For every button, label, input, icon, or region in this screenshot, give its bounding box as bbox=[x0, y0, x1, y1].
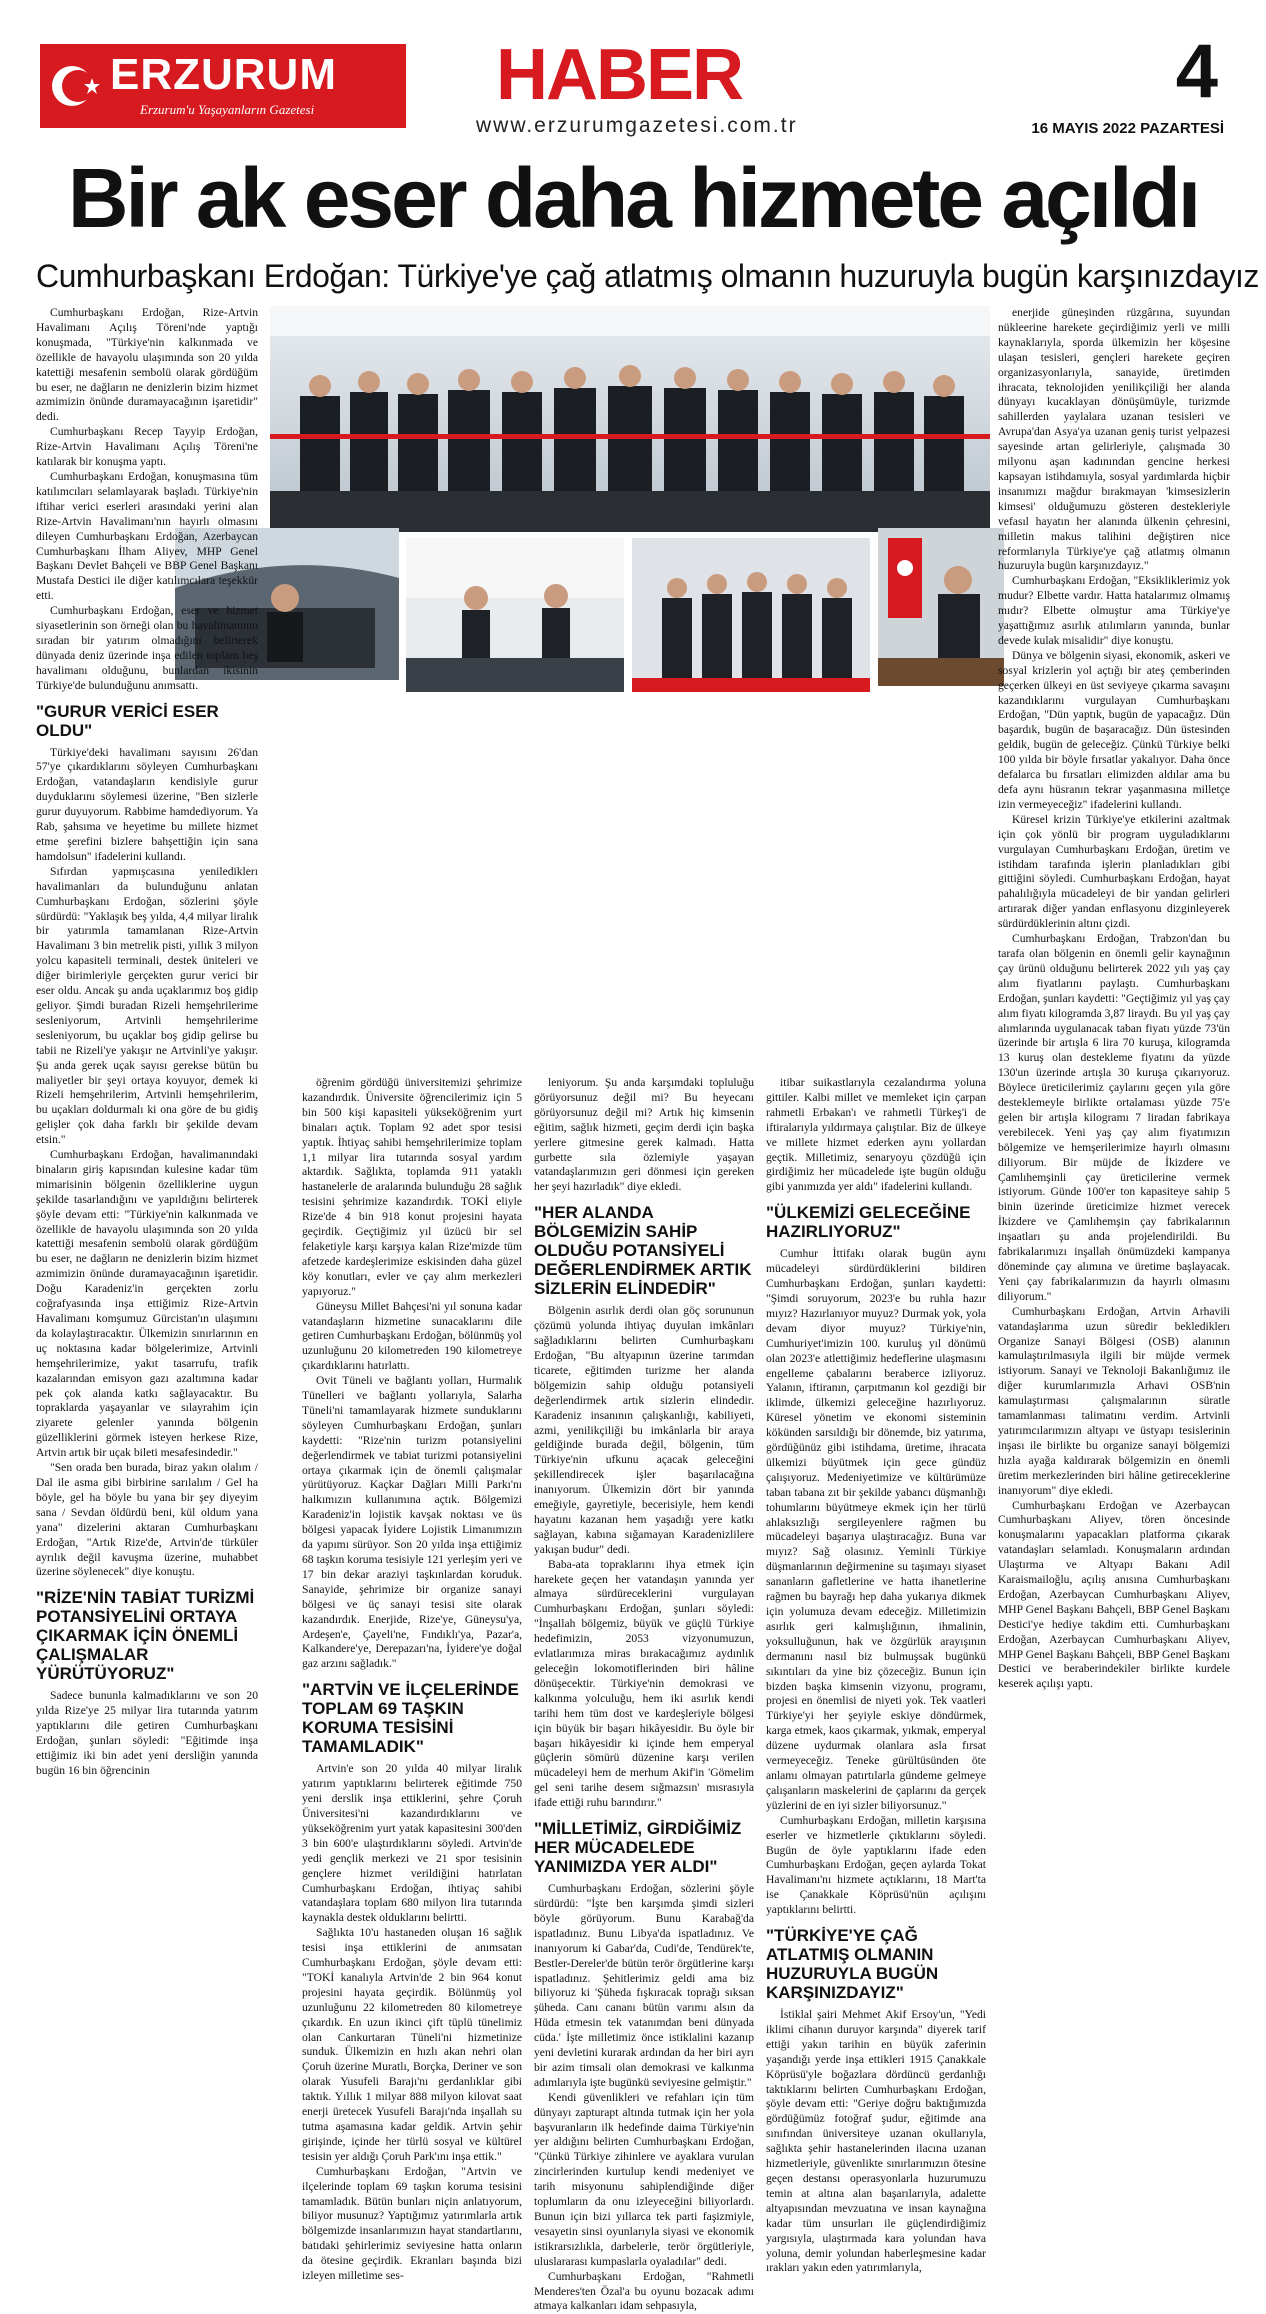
leaders-waving-photo bbox=[632, 538, 870, 692]
newspaper-logo[interactable] bbox=[40, 44, 406, 128]
logo-tagline: Erzurum'u Yaşayanların Gazetesi bbox=[140, 102, 315, 117]
paragraph: Cumhurbaşkanı Erdoğan ve Azerbaycan Cumhurbaşkanı Aliyev, tören öncesinde konuşmalarını yapacakları platforma çıkarak vatandaşları selamladı. Konuşmaların ardından Ulaştırma ve Altyapı Bakanı Adil Karaismailoğlu, açılış anısına Cumhurbaşkanı Erdoğan, Azerbaycan Cumhurbaşkanı Aliyev, MHP Genel Başkanı Bahçeli, BBP Genel Başkanı Destici'ye hediye takdim etti. Cumhurbaşkanı Erdoğan, Azerbaycan Cumhurbaşkanı Aliyev, MHP Genel Başkanı Bahçeli, BBP Genel Başkanı Destici ve beraberindekiler birlikte kurdele keserek açılışı yaptı. bbox=[998, 1498, 1230, 1691]
crescent-star-icon bbox=[48, 58, 104, 114]
sub-headline: Cumhurbaşkanı Erdoğan: Türkiye'ye çağ atlatmış olmanın huzuruyla bugün karşınızdayız bbox=[36, 258, 1259, 294]
page-number: 4 bbox=[1175, 29, 1218, 114]
article-column-1 bbox=[36, 306, 258, 1976]
paragraph: Artvin'e son 20 yılda 40 milyar liralık yatırım yaptıklarını belirterek eğitimde 750 yeni derslik inşa ettiklerini, şehre Çoruh Üniversitesi'ni kazandırdıklarını ve yükseköğrenim yurt yatak kapasitesini 300'den 3 bin 600'e ulaştırdıklarını söyledi. Artvin'de yedi gençlik merkezi ve 21 spor tesisinin gençlere hizmet verildiğini hatırlatan Cumhurbaşkanı Erdoğan, ihtiyaç sahibi vatandaşlara toplam 680 milyon lira tutarında kaynakla destek olduklarını belirtti. bbox=[302, 1762, 522, 1925]
subheading: "MİLLETİMİZ, GİRDİĞİMİZ HER MÜCADELEDE YANIMIZDA YER ALDI" bbox=[534, 1819, 742, 1877]
paragraph: Baba-ata topraklarını ihya etmek için harekete geçen her vatandaşın yanında yer almaya sürdüreceklerini vurgulayan Cumhurbaşkanı Erdoğan, şunları söyledi: "İnşallah bölgemiz, büyük ve güçlü Türkiye hedefimizin, 2053 vizyonumuzun, evlatlarımıza miras bırakacağımız aydınlık geleceğin lokomotiflerinden biri hâline dönüşecektir. Türkiye'nin demokrasi ve kalkınma yolculuğu, hem iki asırlık kendi tarihi hem tüm dost ve kardeşleriyle bölgesi için büyük bir başarı hikâyesidir. Bu öyle bir başarı hikâyesidir ki içinde hem emperyal güçlerin sömürü düzenine karşı verilen mücadeleyi hem de merhum Akif'in 'Gömelim gel seni tarihe desem sığmazsın' mısrasıyla ifade ettiği ruhu barındırır." bbox=[534, 1557, 754, 1810]
paragraph: Cumhurbaşkanı Erdoğan, "Rahmetli Menderes'ten Özal'a bu oyunu bozacak adımı atmaya kalkanları idam sehpasıyla, bbox=[534, 2269, 754, 2313]
subheading: "HER ALANDA BÖLGEMİZİN SAHİP OLDUĞU POTANSİYELİ DEĞERLENDİRMEK ARTIK SİZLERİN ELİNDEDİR" bbox=[534, 1203, 752, 1299]
paragraph: Bölgenin asırlık derdi olan göç sorununun çözümü yolunda ihtiyaç duyulan imkânları sağladıklarını belirten Cumhurbaşkanı Erdoğan, "Bu altyapının üzerine tarımdan ticarete, eğitimden turizme her alanda bölgemizin sahip olduğu potansiyeli değerlendirmek artık sizlerin elindedir. Karadeniz insanının çalışkanlığı, kabiliyeti, azmi, yenilikçiliği bu imkânlarla bir araya geldiğinde burada değil, bölgenin, tüm Türkiye'nin ufkunu açacak geleceğini şekillendirecek işler başarılacağına inanıyorum. Ülkemizin dört bir yanında emeğiyle, gayretiyle, becerisiyle, hem kendi hayatını kazanan hem yaşadığı yere katkı sağlayan, kabına sığamayan Karadenizlilere yakışan budur" dedi. bbox=[534, 1304, 754, 1556]
ceremony-stage-image bbox=[270, 306, 990, 532]
paragraph: Kendi güvenlikleri ve refahları için tüm dünyayı zapturapt altında tutmak için her yola başvuranların ilk hedefinde daima Türkiye'nin yer aldığını belirten Cumhurbaşkanı Erdoğan, "Çünkü Türkiye zihinlere ve ayaklara vurulan zincirlerinden kurtulup kendi medeniyet ve tarih misyonunu sahiplendiğinde diğer toplumların da onu izleyeceğini biliyorlardı. Bunun için bizi yıllarca tek parti faşizmiyle, vesayetin sinsi oyunlarıyla siyasi ve ekonomik istikrarsızlıkla, darbelerle, terör örgütleriyle, uluslararası kumpaslarla oyaladılar" dedi. bbox=[534, 2090, 754, 2268]
subheading: "ÜLKEMİZİ GELECEĞİNE HAZIRLIYORUZ" bbox=[766, 1203, 971, 1242]
paragraph: leniyorum. Şu anda karşımdaki topluluğu görüyorsunuz değil mi? Bu heyecanı görüyorsunuz değil mi? Artık hiç kimsenin eğitim, sağlık hizmeti, geçim derdi için başka yerlere gitmesine gerek kalmadı. Hatta gurbette sıla özlemiyle yaşayan vatandaşlarımızın geri dönmesi için gereken her şeyi hazırladık" diye ekledi. bbox=[534, 1076, 754, 1194]
paragraph: Cumhurbaşkanı Erdoğan, sözlerini şöyle sürdürdü: "İşte ben karşımda şimdi sizleri böyle görüyorum. Bunu Karabağ'da ispatladınız. Bunu Libya'da ispatladınız. Ve inanıyorum ki Gabar'da, Cudi'de, Tendürek'te, Bestler-Dereler'de bütün terör örgütlerine karşı ispatladınız. Şehitlerimiz geldi ama biz biliyoruz ki 'Şüheda fışkıracak toprağı sıksan şüheda. Canı cananı bütün varımı alsın da Hüda etmesin tek vatanımdan beni dünyada cüda.' İşte milletimiz önce istiklalini kazanıp yeni devletini kurarak ardından da her biri ayrı bir azim timsali olan demokrasi ve kalkınma adımlarıyla işte bugünkü seviyesine gelmiştir." bbox=[534, 1882, 754, 2089]
article-column-3 bbox=[534, 1076, 754, 2313]
signing-photo bbox=[878, 528, 1004, 686]
leaders-waving-image bbox=[632, 538, 870, 692]
paragraph: Sıfırdan yapmışcasına yenilediklerı havalimanları da bulunduğunu anlatan Cumhurbaşkanı Erdoğan, sözlerini şöyle sürdürdü: "Yaklaşık beş yılda, 4,4 milyar liralık bir yatırımla tamamlanan Rize-Artvin Havalimanı 3 bin metrelik pisti, yıllık 3 milyon yolcu kapasiteli terminali, destek üniteleri ve diğer birimleriyle gerçekten gurur verici bir eser oldu. Ancak şu anda uçaklarımız boş gidip geliyor. Şimdi buradan Rizeli hemşehrilerime sesleniyorum, Artvinli hemşehrilerime sesleniyorum, bu uçaklar boş gidip gelirse bu tabii ne Rizeli'ye yakışır ne Artvinli'ye yakışır. Şu anda gerek uçak sayısı gerekse bütün bu maliyetler bir şeyi ortaya koyuyor, demek ki Rizeli hemşehrilerim, Artvinli hemşehrilerim, bu uçakları doldurmalı ki ona göre de bu gidiş gelişler çok daha farklı bir şekilde devam etsin." bbox=[36, 864, 258, 1147]
paragraph: "Sen orada ben burada, biraz yakın olalım / Dal ile asma gibi birbirine sarılalım / Gel ha böyle, gel ha böyle bu yana bir şey diyeyim sana / Sevdan öldürdü beni, kül oldum yana yana" dizelerini aktaran Cumhurbaşkanı Erdoğan, "Artık Rize'de, Artvin'de türküler ayrılık değil kavuşma üzerine, muhabbet üzerine söylenecek" diye konuştu. bbox=[36, 1461, 258, 1579]
paragraph: Cumhurbaşkanı Erdoğan, Artvin Arhavili vatandaşlarıma uzun süredir beklediklerı Organize Sanayi Bölgesi (OSB) alanının kamulaştırılmasıyla ilgili bir müjde vermek istiyorum. Sanayi ve Teknoloji Bakanlığımız ile diğer kurumlarımızla Arhavi OSB'nin kamulaştırması çalışmalarının süratle tamamlanması talimatını verdim. Artvinli yatırımcılarımızın altyapı ve üstyapı tesislerinin inşası ile birlikte bu organize sanayi bölgemizi hızla ayağa kaldırarak bölgemizin en önemli üretim merkezlerinden biri hâline getireceklerine inanıyorum" diye ekledi. bbox=[998, 1304, 1230, 1497]
paragraph: öğrenim gördüğü üniversitemizi şehrimize kazandırdık. Üniversite öğrencilerimiz için 5 bin 500 kişi kapasiteli yükseköğrenim yurt binaları açtık. Toplam 92 adet spor tesisi yaptık. İhtiyaç sahibi hemşehrilerimize toplam 1,1 milyar lira tutarında sosyal yardım aktardık. Sağlıkta, toplamda 911 yataklı hastanelerle de aralarında bulunduğu 28 sağlık tesisini şehrimize kazandırdık. TOKİ eliyle Rize'de 4 bin 918 konut projesini hayata geçirdik. Geçtiğimiz yıl üzücü bir sel felaketiyle karşı karşıya kalan Rize'mizde tüm afetzede kardeşlerimize eskisinden daha güzel köy konutları, evler ve çay alım merkezleri yapıyoruz." bbox=[302, 1076, 522, 1298]
paragraph: Cumhur İttifakı olarak bugün aynı mücadeleyi sürdürdüklerini bildiren Cumhurbaşkanı Erdoğan, şunları kaydetti: "Şimdi soruyorum, 2023'e bu ruhla hazır mıyız? Hazırlanıyor muyuz? Durmak yok, yola devam diyor muyuz? Türkiye'nin, Cumhuriyet'imizin 100. kuruluş yıl dönümü olan 2023'e atlettiğimiz hedeflerine ulaşmasını engelleme çabalarını beraberce izliyoruz. Yalanın, iftiranın, çarpıtmanın kol gezdiği bir iklimde, ülkemizi geleceğine hazırlıyoruz. Küresel yönetim ve ekonomi sisteminin kökünden sarsıldığı bir dönemde, biz yatırıma, gördüğünüz gibi istihdama, üretime, ihracata ülkemizi büyütmek için gece gündüz çalışıyoruz. Medeniyetimize ve kültürümüze taban tabana zıt bir şekilde yabancı düşmanlığı tohumlarını büyütmeye ekmek için her türlü ahlaksızlığı sergileyenlere rağmen bu mücadeleyi başarıya ulaştıracağız. Buna var mıyız? Sağ olasınız. Yeminli Türkiye düşmanlarının değirmenine su taşımayı siyaset sananların gafletlerine ve hatta ihanetlerine rağmen bu bayrağı hep daha yukarıya dikmek için yolumuza devam edeceğiz. Milletimizin asırlık geri kalmışlığının, ihmalinin, yoksulluğunun, hak ve özgürlük arayışının dermanını nasıl biz bulmuşsak bugünkü sıkıntıları da yine biz çözeceğiz. Bunun için bizden başka kimsenin vizyonu, programı, projesi en önemlisi de niyeti yok. Tek vaatleri Türkiye'yi her şeyiyle eskiye döndürmek, karga etmek, kaos çıkarmak, yıkmak, emperyal düzene uydurmak olanlara asla fırsat vermeyeceğiz. Teneke gürültüsünden öte anlamı olmayan patırtılarla gündeme gelmeye çalışanların maskelerini de çaplarını da gerçek yüzlerini de en iyi sizler biliyorsunuz." bbox=[766, 1247, 986, 1812]
article-column-5 bbox=[998, 306, 1230, 1976]
paragraph: Cumhurbaşkanı Erdoğan, Rize-Artvin Havalimanı Açılış Töreni'nde yaptığı konuşmada, "Türkiye'nin kalkınmada ve özellikle de havayolu ulaşımında son 20 yılda katettiği mesafenin sembolü olarak gördüğüm bu eser, ne dağların ne denizlerin bizim hizmet azmimizin önünde duramayacağının işaretidir" dedi. bbox=[36, 306, 258, 424]
paragraph: Cumhurbaşkanı Recep Tayyip Erdoğan, Rize-Artvin Havalimanı Açılış Töreni'ne katılarak bir konuşma yaptı. bbox=[36, 425, 258, 469]
masthead bbox=[36, 28, 1230, 148]
paragraph: Cumhurbaşkanı Erdoğan, konuşmasına tüm katılımcıları selamlayarak başladı. Türkiye'nin iftihar verici eserleri arasındaki yerini alan Rize-Artvin Havalimanı'nın hayırlı olmasını dileyen Cumhurbaşkanı Erdoğan, Azerbaycan Cumhurbaşkanı İlham Aliyev, MHP Genel Başkanı Devlet Bahçeli ve BBP Genel Başkanı Mustafa Destici ile diğer katılımcılara teşekkür etti. bbox=[36, 469, 258, 603]
paragraph: Cumhurbaşkanı Erdoğan, "Artvin ve ilçelerinde toplam 69 taşkın koruma tesisini tamamladık. Bütün bunları niçin anlatıyorum, biliyor musunuz? Yaptığımız yatırımlarla artık bölgemizde insanlarımızın hayat standartlarını, batıdaki şehirlerimiz seviyesine hatta onların da ötesine geçirdik. Ekranları başında bizi izleyen milletime ses- bbox=[302, 2164, 522, 2283]
paragraph: Türkiye'deki havalimanı sayısını 26'dan 57'ye çıkardıklarını söyleyen Cumhurbaşkanı Erdoğan, vatandaşların kendisiyle gurur duyduklarını söylemesi üzerine, "Ben sizlerle gurur duyuyorum. Rabbime hamdediyorum. Ya Rab, şahsıma ve heyetime bu millete hizmet etme şerefini bizlere bahşettiğin için sana hamdolsun" ifadelerini kullandı. bbox=[36, 745, 258, 863]
subheading: "ARTVİN VE İLÇELERİNDE TOPLAM 69 TAŞKIN KORUMA TESİSİNİ TAMAMLADIK" bbox=[302, 1680, 519, 1757]
paragraph: Dünya ve bölgenin siyasi, ekonomik, askeri ve sosyal krizlerin yol açtığı bir ateş çemberinden geçerken ülkeyi en üst seviyeye çıkarma savaşını kazandıklarını vurgulayan Cumhurbaşkanı Erdoğan, "Dün yaptık, bugün de yapacağız. Dün başardık, bugün de başaracağız. Dün üstesinden geldik, bugün de geleceğiz. Çünkü Türkiye belki 100 yılda bir böyle fırsatlar yakalıyor. Daha önce defalarca bu fırsatları elimizden aldılar ama bu defa aynı hüsranın tekrar yaşanmasına milletçe izin vermeyeceğiz" ifadelerini kullandı. bbox=[998, 648, 1230, 811]
main-headline: Bir ak eser daha hizmete açıldı bbox=[67, 151, 1199, 245]
flag-signing-image bbox=[878, 528, 1004, 686]
paragraph: Cumhurbaşkanı Erdoğan, "Eksikliklerimiz yok mudur? Elbette vardır. Hatta hatalarımız olmamış mıdır? Elbette olmuştur ama Türkiye'ye yaşattığımız asırlık atılımların yanında, bunlar devede kulak misalidir" diye konuştu. bbox=[998, 574, 1230, 647]
paragraph: Cumhurbaşkanı Erdoğan, havalimanındaki binaların giriş kapısından kulesine kadar tüm mimarisinin bölgenin özelliklerine uygun şekilde tasarlandığını ve yapıldığını belirterek şöyle devam etti: "Türkiye'nin kalkınmada ve özellikle de havayolu ulaşımında son 20 yılda katettiği mesafenin sembolü olarak gördüğüm bu eser, ne dağların ne denizlerin bizim hizmet azmimizin önünde duramayacağının işaretidir. Doğu Karadeniz'in gerçekten zorlu coğrafyasında inşa ettiğimiz Rize-Artvin Havalimanı komşumuz Gürcistan'ın ulaşımını da kolaylaştıracaktır. Ülkemizin sınırlarının en uç noktasına kadar bölgelerimize, Artvinli hemşehrilerimize, yakıt tasarrufu, trafik kazalarından emisyon gazı azaltımına kadar pek çok alanda katkı sağlayacaktır. Bu topraklarda yaşayanlar ve sılayrahim için ziyarete gelenler yanında bölgenin güzelliklerini görmek isteyen herkese Rize, Artvin artık bir uçak bileti mesafesindedir." bbox=[36, 1148, 258, 1460]
paragraph: Cumhurbaşkanı Erdoğan, eser ve hizmet siyasetlerinin son örneği olan bu havalimanının sıradan bir yatırım olmadığını belirterek dünyada deniz üzerinde inşa edilen toplam beş havalimanı olduğunu, bunlardan ikisinin Türkiye'de bulunduğunu anımsattı. bbox=[36, 604, 258, 692]
article-column-4 bbox=[766, 1076, 986, 2275]
article-column-2 bbox=[302, 1076, 522, 2283]
issue-date: 16 MAYIS 2022 PAZARTESİ bbox=[1031, 120, 1224, 137]
podium-image bbox=[406, 538, 624, 692]
subheading: "TÜRKİYE'YE ÇAĞ ATLATMIŞ OLMANIN HUZURUYLA BUGÜN KARŞINIZDAYIZ" bbox=[766, 1926, 939, 2003]
paragraph: enerjide güneşinden rüzgârına, suyundan nükleerine harekete geçirdiğimiz yerli ve milli kaynaklarıyla, sporda ülkemizin her köşesine ulaşan tesisleri, gençleri harekete geçiren organizasyonlarıyla, sanayide, üretimden ihracata, teknolojiden yenilikçiliği her alanda dünyayı kucaklayan dönüşümüyle, turizmde sahillerden yaylalara uzanan tesisleri ve Avrupa'dan Asya'ya uzanan geniş turist yelpazesi sayesinde artan gelirleriyle, çalışmada 30 milyonu aşan kadınından gencine herkesi kapsayan istihdamıyla, sosyal yardımlarda hiçbir insanımızı mağdur bırakmayan 'kimsesizlerin kimsesi' olduğumuzu gösteren destekleriyle vefasıl hayatın her alanında ülkenin çehresini, milletin makus talihini değiştiren nice reformlarıyla Türkiye'ye çağ atlatmış olmanın huzuruyla bugün karşınızdayız." bbox=[998, 306, 1230, 573]
paragraph: İstiklal şairi Mehmet Akif Ersoy'un, "Yedi iklimi cihanın duruyor karşında" diyerek tarif ettiği yakın tarihin en büyük zaferinin yaşandığı yerde inşa ettikleri 1915 Çanakkale Köprüsü'yle boğazlara dördüncü gerdanlığı taktıklarını belirten Cumhurbaşkanı Erdoğan, şöyle devam etti: "Geriye doğru baktığımızda gördüğümüz fotoğraf şudur, eğitimde ana sınıfından üniversiteye uzanan okullarıyla, sağlıkta şehir hastanelerinden ilacına uzanan hizmetleriyle, güvenlikte sınırlarımızın ötesine geçen destansı operasyonlarla huzurumuzu temin at altına alan başarılarıyla, adalette altyapısından mevzuatına ve insan kaynağına kadar tüm unsurları ile güçlendirdiğimiz yargısıyla, ulaştırmada kara yolundan hava yoluna, demir yolundan haberleşmesine kadar ırakları yakın eden yatırımlarıyla, bbox=[766, 2008, 986, 2275]
podium-photo bbox=[406, 538, 624, 692]
paragraph: Sadece bununla kalmadıklarını ve son 20 yılda Rize'ye 25 milyar lira tutarında yatırım yaptıklarını dile getiren Cumhurbaşkanı Erdoğan, şunları söyledi: "Eğitimde inşa ettiğimiz iki bin adet yeni dersliğin yanında bugün 16 bin öğrencinin bbox=[36, 1689, 258, 1777]
paragraph: Küresel krizin Türkiye'ye etkilerini azaltmak için çok yönlü bir program uyguladıklarını vurgulayan Cumhurbaşkanı Erdoğan, üretim ve istihdam tarafında işlerin planladıkları gibi gittiğini söyledi. Cumhurbaşkanı Erdoğan, hayat pahalılığıyla mücadeleyi de bir yandan gelirleri artırarak diğer yandan enflasyonu dizginleyerek sürdürdüklerinin altını çizdi. bbox=[998, 812, 1230, 931]
paragraph: Güneysu Millet Bahçesi'ni yıl sonuna kadar vatandaşların hizmetine sunacaklarını dile getiren Cumhurbaşkanı Erdoğan, bölünmüş yol uzunluğunu 20 kilometreden 190 kilometreye çıkardıklarını hatırlattı. bbox=[302, 1299, 522, 1373]
paragraph: Sağlıkta 10'u hastaneden oluşan 16 sağlık tesisi inşa ettiklerini de anımsatan Cumhurbaşkanı Erdoğan, şöyle devam etti: "TOKİ kanalıyla Artvin'de 2 bin 964 konut projesini hayata geçirdik. Bölünmüş yol uzunluğunu 22 kilometreden 80 kilometreye çıkardık. En uzun ikinci çift tüplü tünelimiz olan Cankurtaran Tüneli'ni hizmetinize sunduk. Ülkemizin en hızlı akan nehri olan Çoruh üzerine Muratlı, Borçka, Deriner ve son olarak Yusufeli Barajı'nı gerdanlıklar gibi taktık. Yıllık 1 milyar 888 milyon kilovat saat enerji üretecek Yusufeli Barajı'nda inşallah su tutma aşamasına kadar geldik. Artvin şehir girişinde, içinde her türlü sosyal ve kültürel tesisin yer aldığı Çoruh Park'ını inşa ettik." bbox=[302, 1926, 522, 2163]
logo-wordmark: ERZURUM bbox=[110, 50, 337, 99]
section-title: HABER bbox=[496, 35, 743, 115]
paragraph: Cumhurbaşkanı Erdoğan, Trabzon'dan bu tarafa olan bölgenin en önemli gelir kaynağının çay ürünü olduğunu belirterek 2022 yılı yaş çay alım fiyatlarını paylaştı. Cumhurbaşkanı Erdoğan, şunları kaydetti: "Geçtiğimiz yıl yaş çay alım fiyatı kilogramda 3,87 liraydı. Bu yıl yaş çay alımlarında uygulanacak taban fiyatı yüzde 73'ün üzerinde bir artışla 6 lira 70 kuruşa, kilogramda 13 kuruş olan destekleme fiyatını da yüzde 130'un üzerinde artışla 30 kuruşa çıkarıyoruz. Böylece üreticilerimiz çaylarını geçen yıla göre desteklemeyle birlikte ortalaması yüzde 75'e gelen bir artışla kilogramı 7 liradan fabrikaya verebilecek. Yeni yaş çay alım fiyatımızın bölgemize ve hemşerilerimize hayırlı olmasını diliyorum. Bir müjde de İkizdere ve Çamlıhemşinli çay üreticilerine vermek istiyorum. Günde 100'er ton kapasiteye sahip 5 binin üzerinde üreticimize hizmet verecek İkizdere ve Çamlıhemşin çay fabrikalarının inşaatları şu anda projelendirildi. Bu fabrikalarımızı inşallah önümüzdeki kampanya döneminde çay alımına ve üretime başlayacak. Yeni çay fabrikalarımızın da hayırlı olmasını diliyorum." bbox=[998, 932, 1230, 1303]
paragraph: itibar suikastlarıyla cezalandırma yoluna gittiler. Kalbi millet ve memleket için çarpan rahmetli Erbakan'ı ve rahmetli Türkeş'i de iftiralarıyla yıldırmaya çalıştılar. Biz de ülkeye ve millete hizmet ederken aynı yollardan geçtik. Milletimiz, senaryoyu çözdüğü için girdiğimiz her mücadelede işte bugün olduğu gibi yanımızda yer aldı" ifadelerini kullandı. bbox=[766, 1076, 986, 1194]
paragraph: Cumhurbaşkanı Erdoğan, milletin karşısına eserler ve hizmetlerle çıktıklarını söyledi. Bugün de öyle yaptıklarını ifade eden Cumhurbaşkanı Erdoğan, geçen aylarda Tokat Havalimanı'nı hizmete açtıklarını, 18 Mart'ta ise Çanakkale Köprüsü'nün açılışını yaptıklarını belirtti. bbox=[766, 1813, 986, 1917]
ribbon-cutting-photo bbox=[270, 306, 990, 532]
website-link[interactable]: www.erzurumgazetesi.com.tr bbox=[476, 114, 798, 137]
paragraph: Ovit Tüneli ve bağlantı yolları, Hurmalık Tünelleri ve bağlantı yollarıyla, Salarha Tüneli'ni tamamlayarak hizmete sunduklarını söyleyen Cumhurbaşkanı Erdoğan, şunları kaydetti: "Rize'nin turizm potansiyelini değerlendirmek ve tabiat turizmi potansiyelini ortaya çıkarmak için de önemli çalışmalar yürütüyoruz. Kaçkar Dağları Milli Parkı'nı halkımızın kullanımına açtık. Bölgemizi Karadeniz'in lojistik kavşak noktası ve üs bölgesi yapacak İyidere Lojistik Limanımızın da yapımı sürüyor. Son 20 yılda inşa ettiğimiz 68 taşkın koruma tesisiyle 121 yerleşim yeri ve 17 bin dekar araziyi taşkınlardan koruduk. Sanayide, şehrimize bir organize sanayi bölgesi ve üç sanayi tesisi site olarak kazandırdık. Enerjide, Rize'ye, Güneysu'ya, Ardeşen'e, Çayeli'ne, Fındıklı'ya, Pazar'a, Kalkandere'ye, Derepazarı'na, İyidere'ye doğal gaz arzını sağladık." bbox=[302, 1374, 522, 1671]
subheading: "RİZE'NİN TABİAT TURİZMİ POTANSİYELİNİ ORTAYA ÇIKARMAK İÇİN ÖNEMLİ ÇALIŞMALAR YÜRÜTÜYORUZ" bbox=[36, 1588, 255, 1684]
subheading: "GURUR VERİCİ ESER OLDU" bbox=[36, 701, 219, 740]
